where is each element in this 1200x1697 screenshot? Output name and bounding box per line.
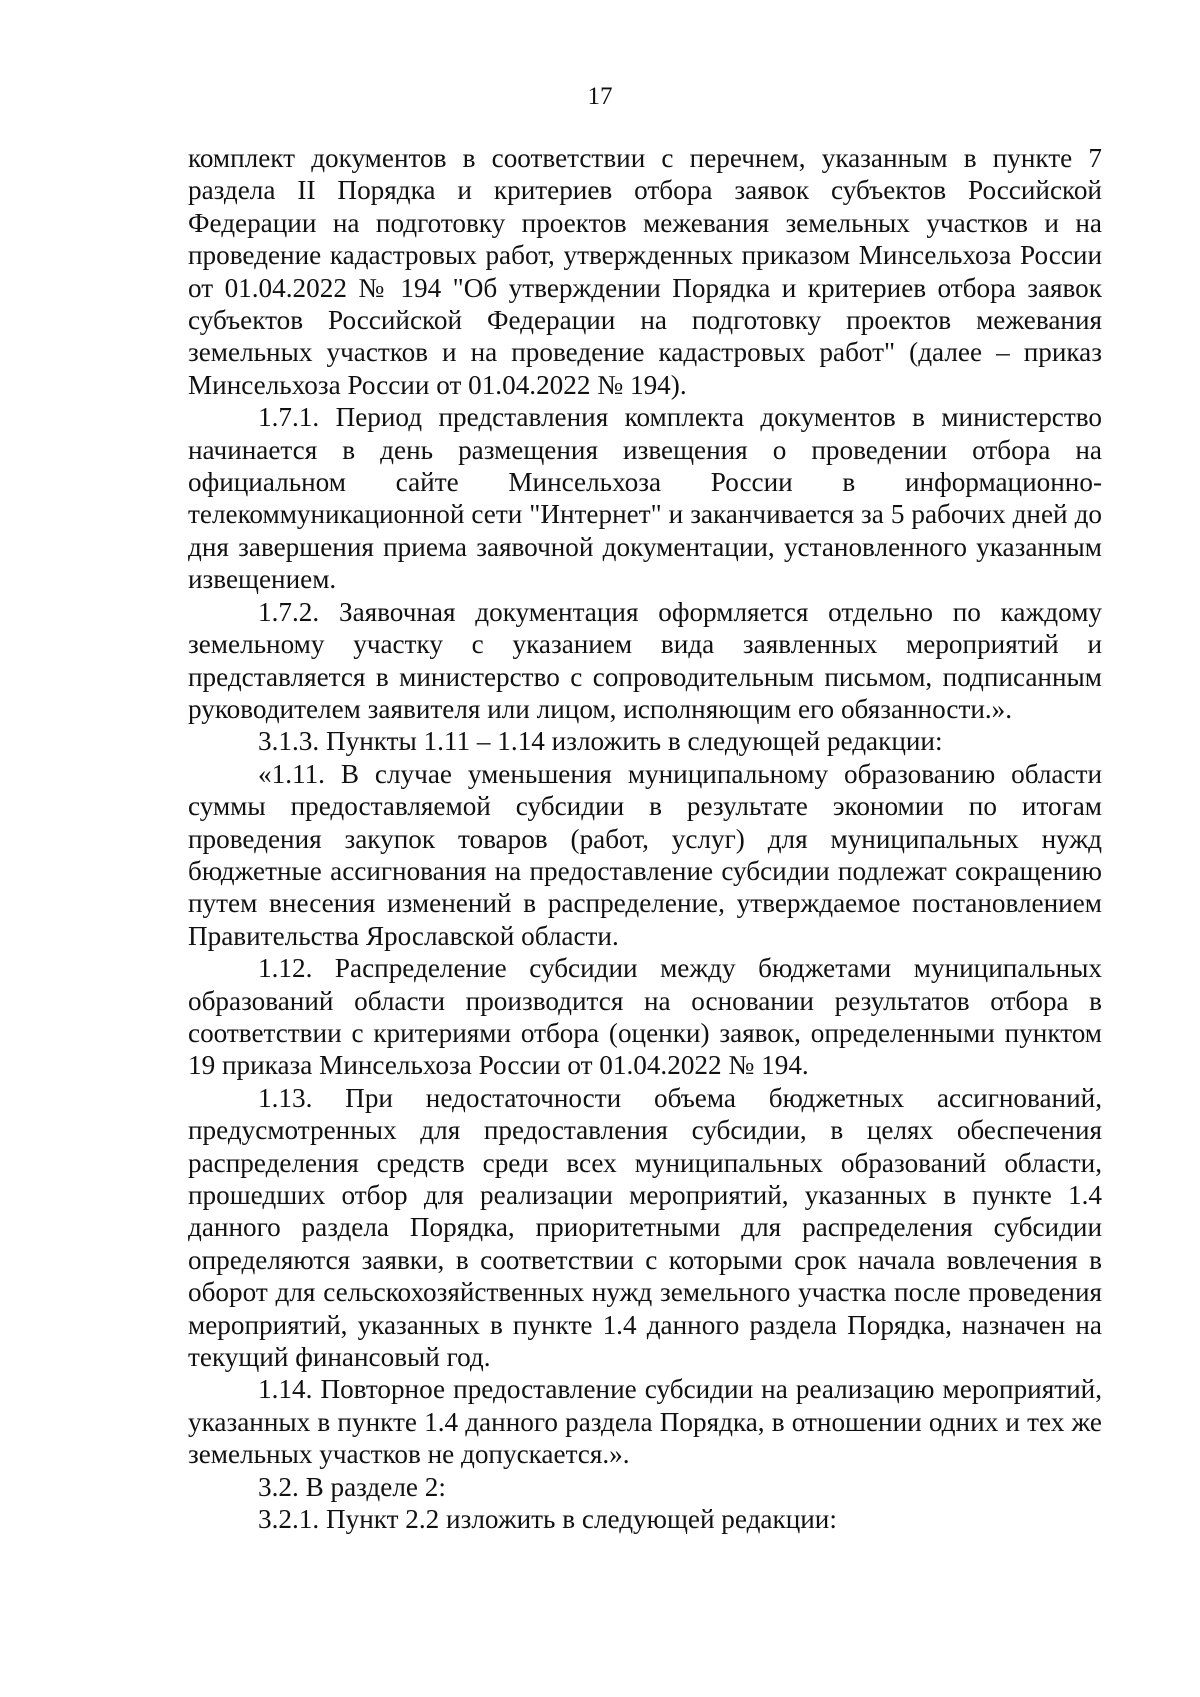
paragraph-1-12: 1.12. Распределение субсидии между бюджетами муниципальных образований области производится на основании результатов отбора в соответствии с критериями отбора (оценки) заявок, определенными пунктом 19 приказа Минсельхоза России от 01.04.2022 № 194.	[188, 953, 1102, 1081]
paragraph-1-13: 1.13. При недостаточности объема бюджетных ассигнований, предусмотренных для предоставления субсидии, в целях обеспечения распределения средств среди всех муниципальных образований области, прошедших отбор для реализации мероприятий, указанных в пункте 1.4 данного раздела Порядка, приоритетными для распределения субсидии определяются заявки, в соответствии с которыми срок начала вовлечения в оборот для сельскохозяйственных нужд земельного участка после проведения мероприятий, указанных в пункте 1.4 данного раздела Порядка, назначен на текущий финансовый год.	[188, 1082, 1102, 1373]
paragraph-3-2: 3.2. В разделе 2:	[258, 1471, 446, 1502]
paragraph-1-14: 1.14. Повторное предоставление субсидии на реализацию мероприятий, указанных в пункте 1.4 данного раздела Порядка, в отношении одних и тех же земельных участков не допускается.».	[188, 1374, 1102, 1470]
page-number: 17	[587, 83, 613, 110]
paragraph-3-1-3: 3.1.3. Пункты 1.11 – 1.14 изложить в следующей редакции:	[258, 726, 943, 757]
paragraph-continuation: комплект документов в соответствии с перечнем, указанным в пункте 7 раздела II Порядка и критериев отбора заявок субъектов Российской Федерации на подготовку проектов межевания земельных участков и на проведение кадастровых работ, утвержденных приказом Минсельхоза России от 01.04.2022 № 194 "Об утверждении Порядка и критериев отбора заявок субъектов Российской Федерации на подготовку проектов межевания земельных участков и на проведение кадастровых работ" (далее – приказ Минсельхоза России от 01.04.2022 № 194).	[188, 143, 1102, 400]
paragraph-3-2-1: 3.2.1. Пункт 2.2 изложить в следующей редакции:	[258, 1504, 837, 1535]
paragraph-1-7-1: 1.7.1. Период представления комплекта документов в министерство начинается в день размещения извещения о проведении отбора на официальном сайте Минсельхоза России в информационно-телекоммуникационной сети "Интернет" и заканчивается за 5 рабочих дней до дня завершения приема заявочной документации, установленного указанным извещением.	[188, 402, 1102, 595]
paragraph-1-7-2: 1.7.2. Заявочная документация оформляется отдельно по каждому земельному участку с указанием вида заявленных мероприятий и представляется в министерство с сопроводительным письмом, подписанным руководителем заявителя или лицом, исполняющим его обязанности.».	[188, 596, 1102, 724]
paragraph-1-11: «1.11. В случае уменьшения муниципальному образованию области суммы предоставляемой субсидии в результате экономии по итогам проведения закупок товаров (работ, услуг) для муниципальных нужд бюджетные ассигнования на предоставление субсидии подлежат сокращению путем внесения изменений в распределение, утверждаемое постановлением Правительства Ярославской области.	[188, 758, 1102, 951]
document-body	[188, 142, 1102, 1535]
